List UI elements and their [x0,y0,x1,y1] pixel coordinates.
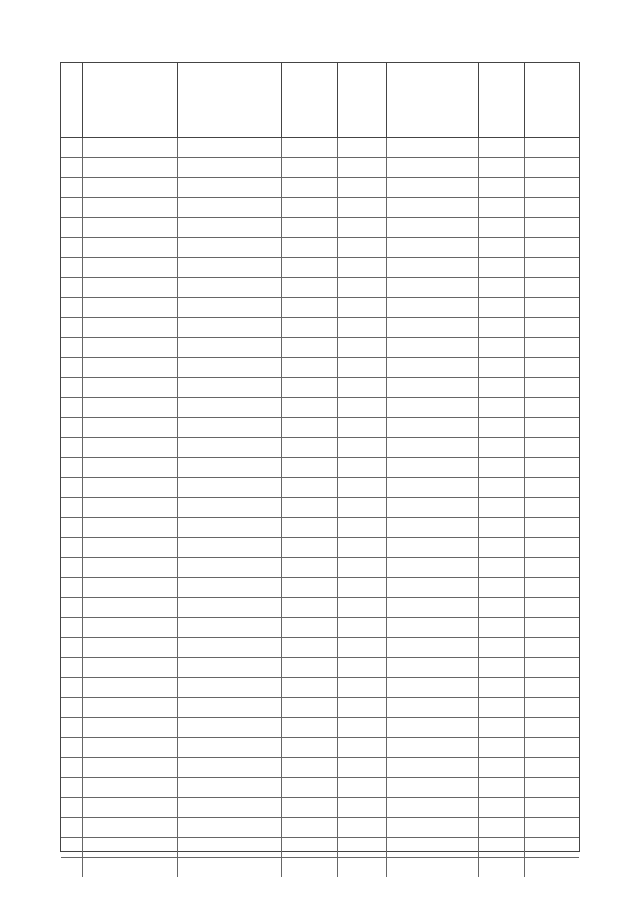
table-row [61,378,579,398]
table-row [61,818,579,838]
table-row [61,598,579,618]
document-table [60,62,580,852]
table-row [61,398,579,418]
table-row [61,678,579,698]
table-row [61,258,579,278]
table-row [61,198,579,218]
table-row [61,838,579,858]
table-row [61,638,579,658]
table-row [61,718,579,738]
table-row [61,298,579,318]
table-row [61,578,579,598]
table-row [61,858,579,877]
table-row [61,538,579,558]
table-row [61,478,579,498]
table-row [61,138,579,158]
table-row [61,738,579,758]
table-row [61,438,579,458]
table-row [61,458,579,478]
table-row [61,338,579,358]
table-row [61,518,579,538]
table-header [61,63,579,138]
table-row [61,318,579,338]
table-row [61,418,579,438]
table-row [61,758,579,778]
table-row [61,558,579,578]
table-row [61,218,579,238]
table-row [61,278,579,298]
table-row [61,358,579,378]
table-row [61,618,579,638]
table-row [61,238,579,258]
table-row [61,658,579,678]
table-row [61,698,579,718]
table-row [61,178,579,198]
table-row [61,798,579,818]
table-body [61,138,579,877]
table-row [61,778,579,798]
table-row [61,158,579,178]
table-row [61,498,579,518]
